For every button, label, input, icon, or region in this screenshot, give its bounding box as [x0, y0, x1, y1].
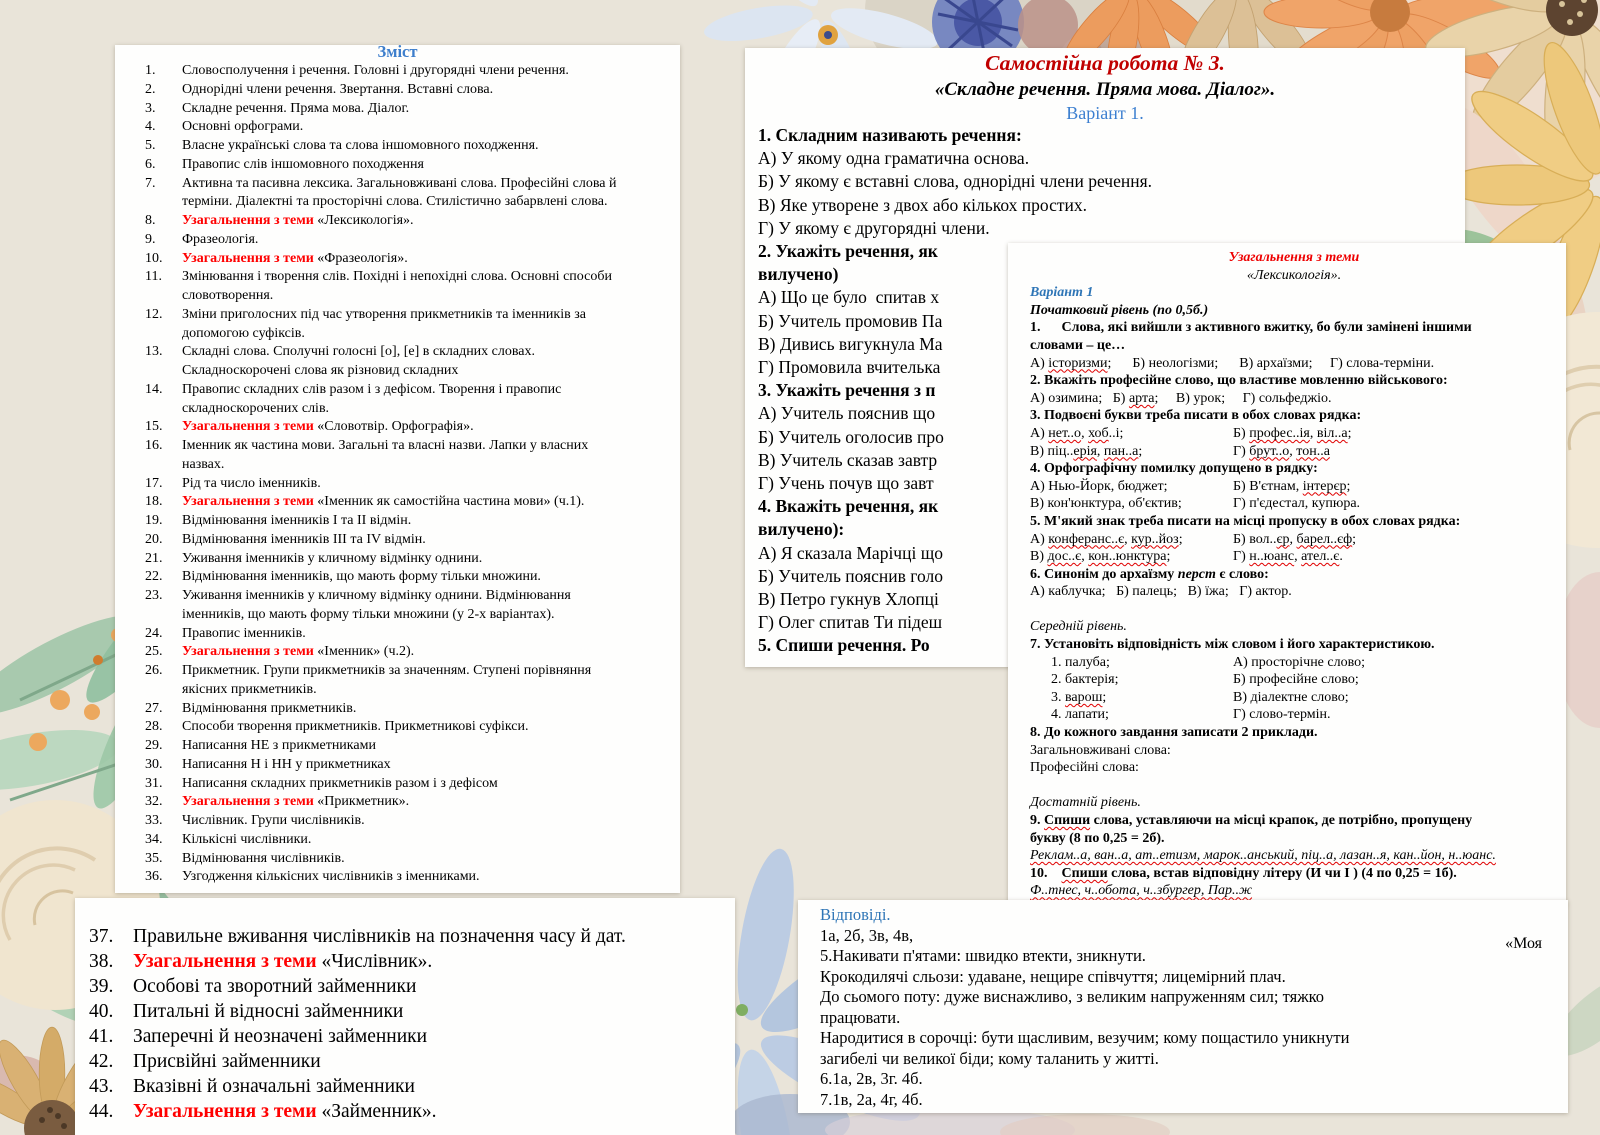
toc-item: 40. Питальні й відносні займенники — [89, 1001, 404, 1022]
toc-item: 30. Написання Н і НН у прикметниках — [145, 756, 670, 775]
text-line: Народитися в сорочці: бути щасливим, везучим; кому пощастило уникнути — [820, 1028, 1350, 1047]
text-line — [1030, 601, 1558, 619]
toc-item-number: 43. — [89, 1076, 114, 1097]
lexicology-body — [1008, 243, 1566, 900]
toc-item: 23. Уживання іменників у кличному відмінку однини. Відмінювання — [145, 587, 670, 606]
text-line: 5. Спиши речення. Ро — [758, 635, 930, 656]
text-line: Реклам..а, ван..а, ат..етизм, марок..анський, піц..а, лазан..я, кан..йон, н..юанс. — [1030, 848, 1496, 864]
text-line: А) У якому одна граматична основа. — [758, 148, 1030, 169]
toc-item: 9. Фразеологія. — [145, 231, 670, 250]
toc-item: терміни. Діалектні та просторічні слова. Стилістично забарвлені слова. — [182, 194, 608, 210]
toc-item: 41. Заперечні й неозначені займенники — [89, 1026, 428, 1047]
text-line: букву (8 по 0,25 = 2б). — [1030, 830, 1165, 846]
text-line: В) кон'юнктура, об'єктив; Г) п'єдестал, купюра. — [1030, 496, 1361, 512]
text-line: Середній рівень. — [1030, 619, 1127, 635]
toc-item: 3. Складне речення. Пряма мова. Діалог. — [145, 100, 670, 119]
text-line: «Лексикологія». — [1246, 267, 1342, 283]
test-variant: Варіант 1. — [1066, 103, 1144, 123]
toc-item-number: 11. — [145, 269, 162, 285]
text-line: В) Петро гукнув Хлопці — [758, 589, 939, 610]
toc-item: 21. Уживання іменників у кличному відмінку однини. — [145, 550, 670, 569]
toc-item: допомогою суфіксів. — [182, 325, 305, 341]
text-line: До сьомого поту: дуже виснажливо, з великим напруженням сил; тяжко — [820, 987, 1325, 1006]
toc-item-number: 15. — [145, 419, 163, 435]
text-line: Г) Промовила вчителька — [758, 357, 941, 378]
toc-item: 31. Написання складних прикметників разом і з дефісом — [145, 775, 670, 794]
text-line: 2. Укажіть речення, як — [758, 241, 938, 262]
answers-page — [798, 900, 1568, 1113]
toc-item: 39. Особові та зворотний займенники — [89, 976, 417, 997]
text-line: А) Учитель пояснив що — [758, 403, 936, 424]
toc-item: 43. Вказівні й означальні займенники — [89, 1076, 415, 1097]
text-line: 7. Установіть відповідність між словом і його характеристикою. — [1030, 637, 1435, 653]
toc-item-number: 10. — [145, 250, 163, 266]
text-line: В) Яке утворене з двох або кількох простих. — [758, 194, 1087, 215]
toc-title: Зміст — [377, 45, 418, 59]
toc-item: словотворення. — [182, 288, 274, 303]
toc-item: 27. Відмінювання прикметників. — [145, 700, 670, 719]
toc-item-number: 2. — [145, 81, 156, 97]
text-line: 6. Синонім до архаїзму перст є слово: — [1030, 566, 1269, 582]
toc-item: 13. Складні слова. Сполучні голосні [о], [е] в складних словах. — [145, 343, 670, 362]
toc-item: складноскорочених слів. — [182, 400, 330, 416]
toc-item-number: 39. — [89, 976, 114, 997]
text-line: 4. Орфографічну помилку допущено в рядку: — [1030, 461, 1318, 477]
toc-item-number: 37. — [89, 926, 114, 947]
text-line: А) озимина; Б) арта; В) урок; Г) сольфеджіо. — [1030, 390, 1332, 406]
toc-item-number: 7. — [145, 175, 156, 191]
text-line: 5. М'який знак треба писати на місці пропуску в обох словах рядка: — [1030, 513, 1461, 529]
text-line: А) конферанс..є, кур..йоз; Б) вол..єр, барел..єф; — [1030, 531, 1357, 547]
text-line: Відповіді. — [820, 905, 891, 924]
toc-item: 36. Узгодження кількісних числівників з іменниками. — [145, 868, 670, 887]
toc-item-number: 25. — [145, 644, 163, 660]
toc-item-number: 32. — [145, 794, 163, 810]
toc-item: 1. Словосполучення і речення. Головні і другорядні члени речення. — [145, 62, 670, 81]
toc-item: 12. Зміни приголосних під час утворення прикметників та іменників за — [145, 306, 670, 325]
text-line: 1а, 2б, 3в, 4в, — [820, 925, 914, 945]
text-line: Варіант 1 — [1030, 285, 1094, 301]
toc-item: 28. Способи творення прикметників. Прикметникові суфікси. — [145, 718, 670, 737]
toc-item-number: 21. — [145, 550, 163, 566]
toc-item-number: 29. — [145, 738, 163, 753]
toc-item-number: 28. — [145, 719, 163, 735]
toc-item-number: 1. — [145, 63, 156, 78]
toc-item-number: 24. — [145, 625, 163, 641]
text-line: 4. Вкажіть речення, як — [758, 496, 939, 517]
text-line: працювати. — [820, 1007, 901, 1027]
toc-list-2 — [75, 898, 735, 1124]
toc-item-number: 12. — [145, 306, 163, 322]
toc-item: 32. Узагальнення з теми «Прикметник». — [145, 793, 670, 812]
text-line: Б) Учитель оголосив про — [758, 426, 944, 447]
toc-item: 5. Власне українські слова та слова іншомовного походження. — [145, 137, 670, 156]
text-line: Ф..тнес, ч..обота, ч..збургер, Пар..ж — [1030, 883, 1253, 899]
toc-item: 18. Узагальнення з теми «Іменник як самостійна частина мови» (ч.1). — [145, 493, 670, 512]
toc-item: 6. Правопис слів іншомовного походження — [145, 156, 670, 175]
toc-item: 16. Іменник як частина мови. Загальні та власні назви. Лапки у власних — [145, 437, 670, 456]
toc-item: 10. Узагальнення з теми «Фразеологія». — [145, 250, 670, 269]
text-line: 6.1а, 2в, 3г. 4б. — [820, 1069, 923, 1088]
text-line: 3. Укажіть речення з п — [758, 380, 936, 401]
toc-item-number: 33. — [145, 813, 163, 828]
toc-item-number: 38. — [89, 951, 114, 972]
toc-item-number: 6. — [145, 156, 156, 172]
toc-item-number: 14. — [145, 381, 163, 397]
cutoff-text-fragment: «Моя — [1505, 935, 1542, 952]
text-line: Г) У якому є другорядні члени. — [758, 217, 990, 238]
toc-item-number: 20. — [145, 531, 163, 547]
toc-item: назвах. — [182, 456, 225, 472]
text-line: 1. Складним називають речення: — [758, 125, 1022, 145]
toc-item: 15. Узагальнення з теми «Словотвір. Орфографія». — [145, 418, 670, 437]
toc-item-number: 30. — [145, 756, 163, 772]
text-line — [1030, 777, 1558, 795]
text-line: Крокодилячі сльози: удаване, нещире співчуття; лицемірний плач. — [820, 966, 1286, 986]
toc-item-number: 3. — [145, 100, 156, 116]
text-line: Б) Учитель пояснив голо — [758, 565, 944, 586]
text-line: словами – це… — [1030, 337, 1126, 353]
toc-item-number: 44. — [89, 1101, 114, 1122]
text-line: Початковий рівень (по 0,5б.) — [1030, 302, 1209, 318]
toc-item: 44. Узагальнення з теми «Займенник». — [89, 1101, 437, 1122]
toc-item-number: 19. — [145, 513, 163, 528]
text-line: 2. бактерія; Б) професійне слово; — [1030, 672, 1359, 688]
text-line: загибелі чи великої біди; кому таланить у житті. — [820, 1048, 1159, 1068]
toc-item-number: 22. — [145, 569, 163, 585]
toc-item-number: 31. — [145, 775, 163, 791]
text-line: В) піц..ерія, пан..а; Г) брут..о, тон..а — [1030, 443, 1330, 459]
toc-item-number: 23. — [145, 588, 163, 603]
toc-item: 8. Узагальнення з теми «Лексикологія». — [145, 212, 670, 231]
text-line: Г) Олег спитав Ти підеш — [758, 612, 943, 633]
toc-item: 24. Правопис іменників. — [145, 625, 670, 644]
text-line: 7.1в, 2а, 4г, 4б. — [820, 1089, 923, 1109]
toc-item: 20. Відмінювання іменників ІІІ та ІV відмін. — [145, 531, 670, 550]
text-line: Достатній рівень. — [1030, 795, 1141, 811]
toc-item: 7. Активна та пасивна лексика. Загальновживані слова. Професійні слова й — [145, 175, 670, 194]
toc-item: 34. Кількісні числівники. — [145, 831, 670, 850]
text-line: Б) У якому є вставні слова, однорідні члени речення. — [758, 171, 1152, 192]
text-line: А) Я сказала Марічці що — [758, 542, 943, 563]
text-line: А) нет..о, хоб..і; Б) профес..ія, віл..а; — [1030, 425, 1352, 441]
toc-item-number: 17. — [145, 475, 163, 491]
text-line: 3. Подвоєні букви треба писати в обох словах рядка: — [1030, 408, 1362, 424]
text-line: 8. До кожного завдання записати 2 приклади. — [1030, 725, 1318, 741]
text-line: 9. Спиши слова, уставляючи на місці крапок, де потрібно, пропущену — [1030, 813, 1473, 828]
toc-page-2 — [75, 898, 735, 1135]
text-line: 5.Накивати п'ятами: швидко втекти, зникнути. — [820, 946, 1146, 965]
toc-list — [115, 59, 680, 887]
toc-item-number: 40. — [89, 1001, 114, 1022]
text-line: 10. Спиши слова, встав відповідну літеру (И чи І ) (4 по 0,25 = 1б). — [1030, 865, 1457, 881]
toc-item: 14. Правопис складних слів разом і з дефісом. Творення і правопис — [145, 381, 670, 400]
text-line: 1. Слова, які вийшли з активного вжитку, бо були замінені іншими — [1030, 320, 1472, 336]
toc-item-number: 42. — [89, 1051, 114, 1072]
test-title: Самостійна робота № 3. — [985, 51, 1225, 75]
answers-body — [798, 900, 1568, 1110]
toc-item: 26. Прикметник. Групи прикметників за значенням. Ступені порівняння — [145, 662, 670, 681]
text-line: А) Нью-Йорк, бюджет; Б) В'єтнам, інтерєр; — [1030, 478, 1351, 494]
text-line: А) каблучка; Б) палець; В) їжа; Г) актор. — [1030, 584, 1292, 600]
text-line: 1. палуба; А) просторічне слово; — [1030, 654, 1366, 670]
toc-item: 22. Відмінювання іменників, що мають форму тільки множини. — [145, 568, 670, 587]
toc-item-number: 35. — [145, 850, 163, 866]
toc-item: іменників, що мають форму тільки множини (у 2-х варіантах). — [182, 606, 555, 622]
toc-item: 11. Змінювання і творення слів. Похідні і непохідні слова. Основні способи — [145, 268, 670, 287]
text-line: Загальновживані слова: — [1030, 742, 1171, 758]
toc-item: 4. Основні орфограми. — [145, 118, 670, 137]
toc-item-number: 36. — [145, 869, 163, 885]
toc-item-number: 26. — [145, 663, 163, 678]
toc-item-number: 34. — [145, 831, 163, 847]
text-line: вилучено): — [758, 519, 845, 540]
toc-item: 35. Відмінювання числівників. — [145, 850, 670, 869]
toc-item: 33. Числівник. Групи числівників. — [145, 812, 670, 831]
toc-item-number: 5. — [145, 138, 156, 153]
toc-item: 38. Узагальнення з теми «Числівник». — [89, 951, 433, 972]
toc-item: Складноскорочені слова як різновид складних — [182, 363, 459, 378]
text-line: В) Дивись вигукнула Ма — [758, 333, 943, 354]
test-subtitle: «Складне речення. Пряма мова. Діалог». — [934, 79, 1276, 100]
text-line: 2. Вкажіть професійне слово, що властиве мовленню військового: — [1030, 373, 1448, 389]
toc-item: 42. Присвійні займенники — [89, 1051, 321, 1072]
toc-item-number: 13. — [145, 344, 163, 360]
toc-item: 25. Узагальнення з теми «Іменник» (ч.2). — [145, 643, 670, 662]
toc-item-number: 41. — [89, 1026, 114, 1047]
toc-item: якісних прикметників. — [182, 681, 317, 697]
toc-item-number: 27. — [145, 700, 163, 716]
toc-item-number: 8. — [145, 213, 156, 228]
text-line: А) Що це було спитав х — [758, 287, 940, 308]
toc-page — [115, 45, 680, 893]
toc-item: 17. Рід та число іменників. — [145, 475, 670, 494]
text-line: Професійні слова: — [1030, 760, 1139, 776]
toc-item: 29. Написання НЕ з прикметниками — [145, 737, 670, 756]
toc-item: 19. Відмінювання іменників І та ІІ відмін. — [145, 512, 670, 531]
text-line: 4. лапати; Г) слово-термін. — [1030, 707, 1331, 723]
text-line: В) Учитель сказав завтр — [758, 449, 938, 470]
text-line: В) дос..є, кон..юнктура; Г) н..юанс, ател..є. — [1030, 549, 1343, 565]
text-line: Б) Учитель промовив Па — [758, 310, 943, 331]
toc-item-number: 4. — [145, 119, 156, 135]
text-line: Узагальнення з теми — [1228, 250, 1360, 265]
toc-item: 2. Однорідні члени речення. Звертання. Вставні слова. — [145, 81, 670, 100]
text-line: А) історизми; Б) неологізми; В) архаїзми; Г) слова-терміни. — [1030, 355, 1435, 371]
text-line: вилучено) — [758, 264, 839, 285]
lexicology-page — [1008, 243, 1566, 906]
toc-item-number: 16. — [145, 438, 163, 453]
toc-item: 37. Правильне вживання числівників на позначення часу й дат. — [89, 926, 626, 947]
text-line: 3. варош; В) діалектне слово; — [1030, 689, 1349, 705]
toc-item-number: 18. — [145, 494, 163, 510]
toc-item-number: 9. — [145, 231, 156, 247]
text-line: Г) Учень почув що завт — [758, 473, 934, 494]
